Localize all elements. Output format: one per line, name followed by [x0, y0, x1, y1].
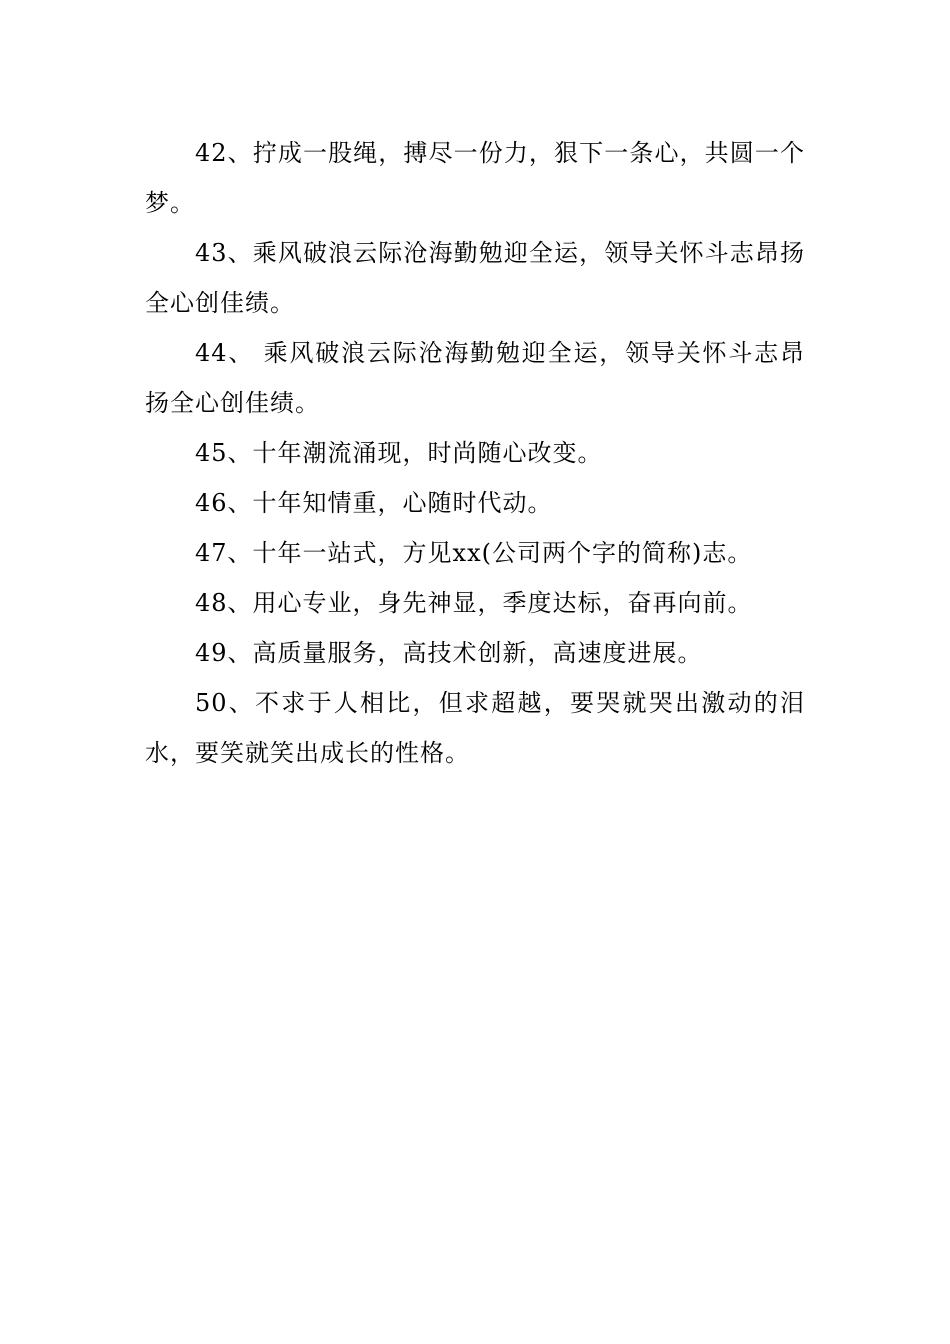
- paragraph-45: 45、十年潮流涌现，时尚随心改变。: [195, 439, 603, 467]
- paragraph-50: 50、不求于人相比，但求超越，要哭就哭出激动的泪水，要笑就笑出成长的性格。: [145, 689, 805, 767]
- document-body: [145, 128, 805, 778]
- paragraph-43: 43、乘风破浪云际沧海勤勉迎全运，领导关怀斗志昂扬全心创佳绩。: [145, 239, 805, 317]
- paragraph-49: 49、高质量服务，高技术创新，高速度进展。: [195, 639, 703, 667]
- paragraph-44: 44、 乘风破浪云际沧海勤勉迎全运，领导关怀斗志昂扬全心创佳绩。: [145, 339, 805, 417]
- paragraph-48: 48、用心专业，身先神显，季度达标，奋再向前。: [195, 589, 753, 617]
- paragraph-47: 47、十年一站式，方见xx(公司两个字的简称)志。: [195, 539, 753, 567]
- paragraph-42: 42、拧成一股绳，搏尽一份力，狠下一条心，共圆一个梦。: [145, 139, 805, 217]
- paragraph-46: 46、十年知情重，心随时代动。: [195, 489, 553, 517]
